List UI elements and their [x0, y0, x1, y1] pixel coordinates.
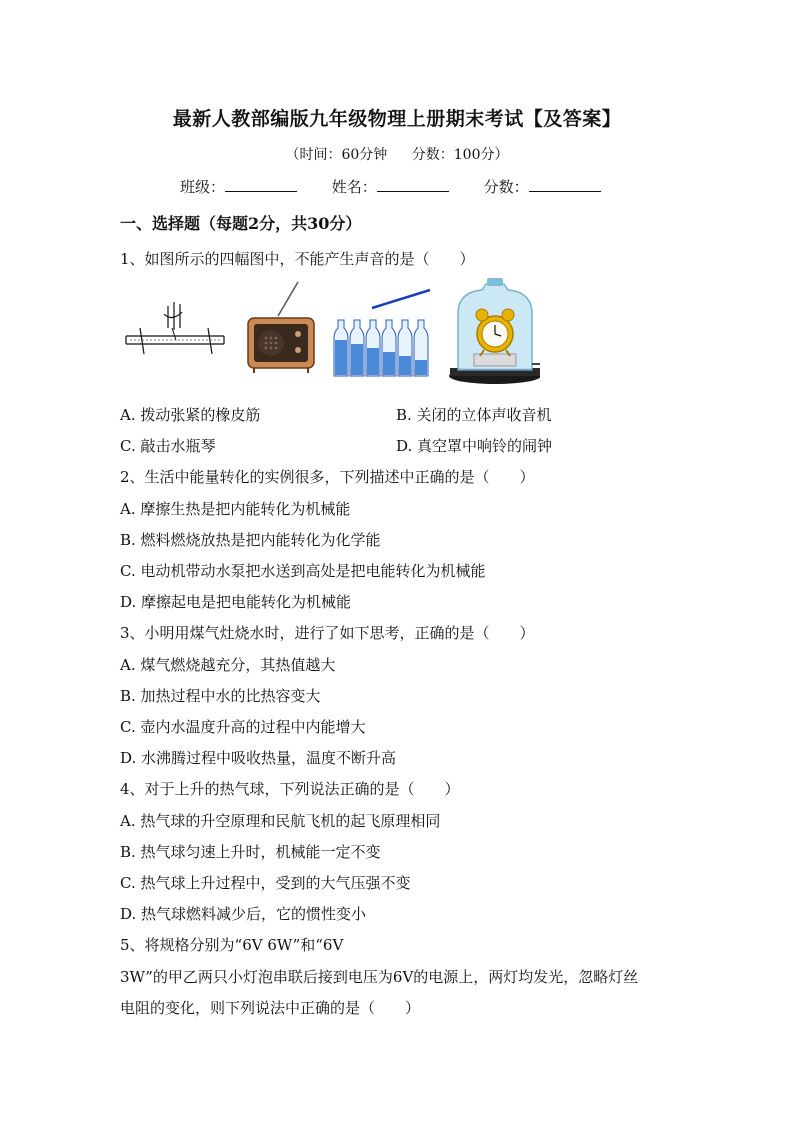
- question-2-option-b: B. 燃料燃烧放热是把内能转化为化学能: [120, 531, 381, 549]
- question-1-figures: [120, 278, 540, 388]
- water-bottles-figure: [334, 290, 430, 376]
- radio-figure: [248, 282, 314, 373]
- question-1-option-c: C. 敲击水瓶琴: [120, 437, 216, 455]
- question-2-option-a: A. 摩擦生热是把内能转化为机械能: [120, 500, 351, 518]
- student-info-fields: [180, 176, 631, 197]
- question-3-option-b: B. 加热过程中水的比热容变大: [120, 687, 321, 705]
- section-heading: 一、选择题（每题2分，共30分）: [120, 214, 362, 233]
- question-4-option-a: A. 热气球的升空原理和民航飞机的起飞原理相同: [120, 812, 441, 830]
- class-blank: [225, 177, 297, 192]
- name-blank: [377, 177, 449, 192]
- class-label: 班级：: [180, 178, 226, 196]
- name-field: [332, 176, 449, 197]
- question-2-option-c: C. 电动机带动水泵把水送到高处是把电能转化为机械能: [120, 562, 486, 580]
- question-5-stem-line-3: 电阻的变化，则下列说法中正确的是（ ）: [120, 999, 421, 1017]
- exam-total-score: 分数：100分）: [411, 147, 509, 163]
- question-4-option-d: D. 热气球燃料减少后，它的惯性变小: [120, 905, 367, 923]
- bell-jar-clock-figure: [449, 278, 540, 384]
- exam-time: （时间：60分钟: [285, 147, 388, 163]
- name-label: 姓名：: [331, 178, 377, 196]
- question-5-stem-line-2: 3W”的甲乙两只小灯泡串联后接到电压为6V的电源上，两灯均发光，忽略灯丝: [120, 968, 639, 986]
- score-label: 分数：: [483, 178, 529, 196]
- question-1-option-b: B. 关闭的立体声收音机: [396, 406, 552, 424]
- question-3-option-a: A. 煤气燃烧越充分，其热值越大: [120, 656, 336, 674]
- question-1-stem: 1、如图所示的四幅图中，不能产生声音的是（ ）: [120, 250, 475, 268]
- question-3-stem: 3、小明用煤气灶烧水时，进行了如下思考，正确的是（ ）: [120, 624, 535, 642]
- question-1-option-a: A. 拨动张紧的橡皮筋: [120, 406, 261, 424]
- question-4-option-c: C. 热气球上升过程中，受到的大气压强不变: [120, 874, 411, 892]
- exam-meta: [0, 144, 794, 164]
- rubber-band-ruler-figure: [126, 302, 224, 354]
- question-2-stem: 2、生活中能量转化的实例很多，下列描述中正确的是（ ）: [120, 468, 535, 486]
- score-blank: [529, 177, 601, 192]
- score-field: [484, 176, 601, 197]
- page-title: 最新人教部编版九年级物理上册期末考试【及答案】: [172, 108, 622, 130]
- question-4-stem: 4、对于上升的热气球，下列说法正确的是（ ）: [120, 780, 460, 798]
- question-3-option-c: C. 壶内水温度升高的过程中内能增大: [120, 718, 366, 736]
- question-4-option-b: B. 热气球匀速上升时，机械能一定不变: [120, 843, 381, 861]
- question-5-stem-line-1: 5、将规格分别为“6V 6W”和“6V: [120, 936, 344, 954]
- class-field: [180, 176, 297, 197]
- question-1-option-d: D. 真空罩中响铃的闹钟: [396, 437, 553, 455]
- question-3-option-d: D. 水沸腾过程中吸收热量，温度不断升高: [120, 749, 397, 767]
- question-2-option-d: D. 摩擦起电是把电能转化为机械能: [120, 593, 352, 611]
